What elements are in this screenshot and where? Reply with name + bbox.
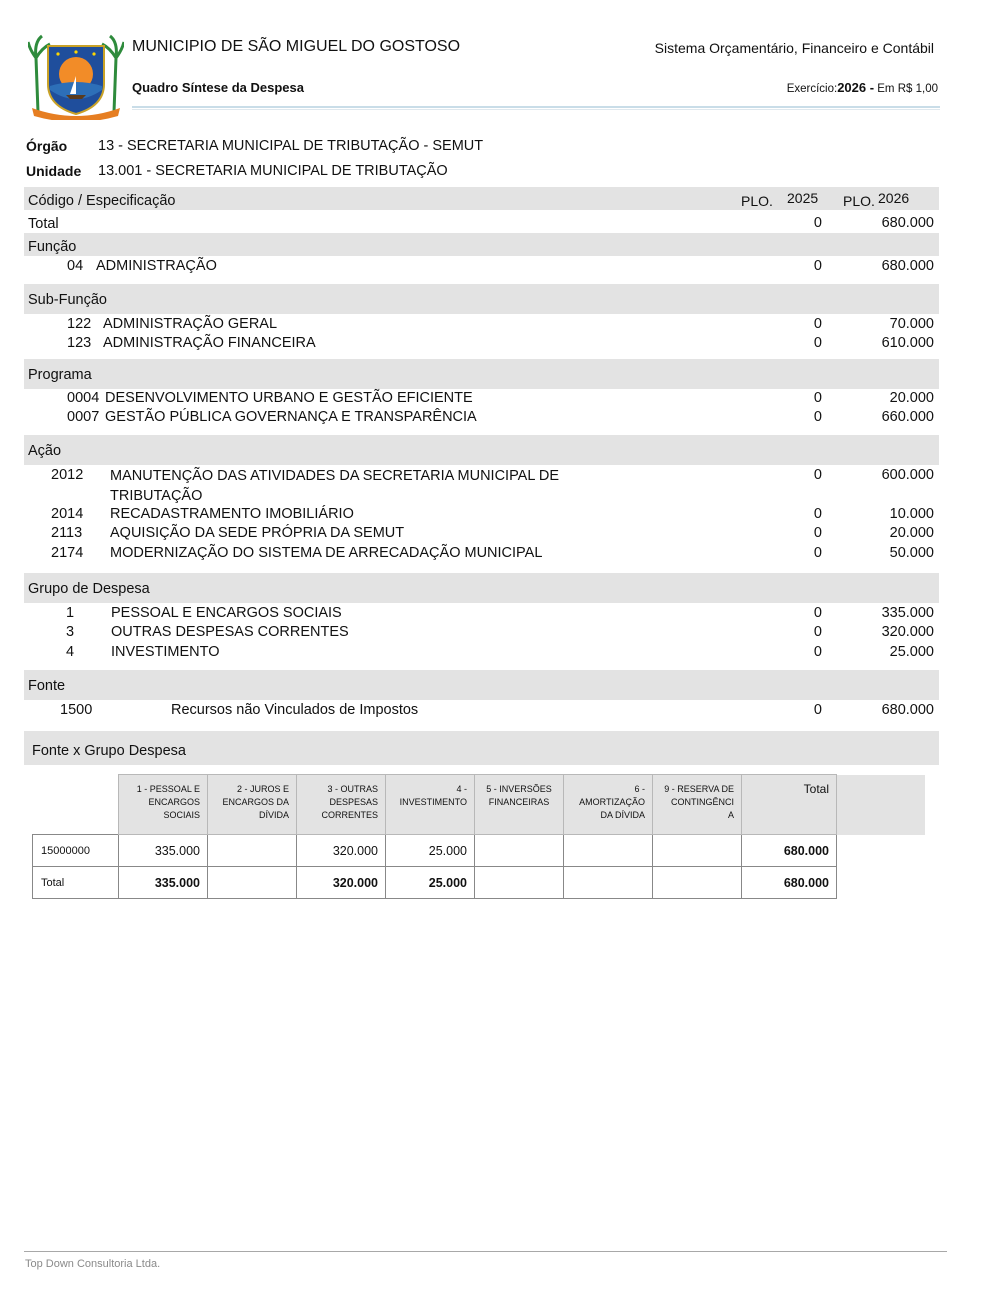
report-title: Quadro Síntese da Despesa bbox=[132, 80, 304, 95]
subfuncao-2025: 0 bbox=[813, 335, 822, 351]
acao-code: 2174 bbox=[51, 545, 84, 561]
total-2025: 0 bbox=[813, 215, 822, 231]
header-pessoal: 1 - PESSOAL E ENCARGOS SOCIAIS bbox=[119, 775, 208, 835]
subfuncao-code: 122 bbox=[67, 316, 92, 332]
funcao-2026: 680.000 bbox=[881, 258, 934, 274]
unidade-label: Unidade bbox=[26, 163, 82, 179]
currency-note: Em R$ 1,00 bbox=[877, 83, 938, 95]
subfuncao-name: ADMINISTRAÇÃO GERAL bbox=[103, 316, 278, 332]
funcao-band bbox=[24, 233, 939, 256]
table-row bbox=[33, 835, 925, 867]
cell bbox=[208, 835, 297, 867]
orgao-label: Órgão bbox=[26, 138, 68, 154]
programa-code: 0007 bbox=[67, 409, 100, 425]
col-year-2026: 2026 bbox=[878, 190, 910, 206]
acao-title: Ação bbox=[28, 443, 62, 459]
subfuncao-2026: 70.000 bbox=[889, 316, 934, 332]
cell: 25.000 bbox=[386, 835, 475, 867]
grupo-band bbox=[24, 573, 939, 603]
acao-2025: 0 bbox=[813, 525, 822, 541]
blank-cell bbox=[837, 835, 925, 867]
programa-2026: 20.000 bbox=[889, 390, 934, 406]
cell bbox=[475, 867, 564, 899]
acao-code: 2014 bbox=[51, 506, 84, 522]
grupo-2025: 0 bbox=[813, 624, 822, 640]
fonte-name: Recursos não Vinculados de Impostos bbox=[171, 702, 419, 718]
programa-2025: 0 bbox=[813, 390, 822, 406]
programa-name: GESTÃO PÚBLICA GOVERNANÇA E TRANSPARÊNCIA bbox=[105, 409, 477, 425]
cell bbox=[564, 835, 653, 867]
subfuncao-2025: 0 bbox=[813, 316, 822, 332]
grupo-2026: 320.000 bbox=[881, 624, 934, 640]
acao-name: AQUISIÇÃO DA SEDE PRÓPRIA DA SEMUT bbox=[110, 525, 405, 541]
acao-name: MODERNIZAÇÃO DO SISTEMA DE ARRECADAÇÃO MUNICIPAL bbox=[110, 545, 543, 561]
table-total-row bbox=[33, 867, 925, 899]
acao-band bbox=[24, 435, 939, 465]
grupo-code: 4 bbox=[66, 644, 75, 660]
col-spec-header: Código / Especificação bbox=[28, 193, 176, 209]
cell: 320.000 bbox=[297, 867, 386, 899]
cell bbox=[208, 867, 297, 899]
table-header-row bbox=[33, 775, 925, 835]
header-extension bbox=[837, 775, 925, 835]
municipality-name: MUNICIPIO DE SÃO MIGUEL DO GOSTOSO bbox=[132, 38, 461, 55]
programa-band bbox=[24, 359, 939, 389]
header-amortizacao: 6 - AMORTIZAÇÃO DA DÍVIDA bbox=[564, 775, 653, 835]
acao-name: MANUTENÇÃO DAS ATIVIDADES DA SECRETARIA MUNICIPAL DE bbox=[110, 468, 560, 484]
col-year-2025: 2025 bbox=[787, 190, 819, 206]
funcao-name: ADMINISTRAÇÃO bbox=[96, 258, 217, 274]
municipal-coat-of-arms-icon bbox=[28, 28, 124, 120]
programa-2025: 0 bbox=[813, 409, 822, 425]
funcao-2025: 0 bbox=[813, 258, 822, 274]
fonte-grupo-title: Fonte x Grupo Despesa bbox=[32, 743, 186, 759]
cell bbox=[653, 835, 742, 867]
row-label: Total bbox=[33, 867, 119, 899]
header-investimento: 4 - INVESTIMENTO bbox=[386, 775, 475, 835]
grupo-code: 3 bbox=[66, 624, 75, 640]
fonte-band bbox=[24, 670, 939, 700]
row-total-cell: 680.000 bbox=[742, 835, 837, 867]
header-outras: 3 - OUTRAS DESPESAS CORRENTES bbox=[297, 775, 386, 835]
header-total: Total bbox=[742, 775, 837, 835]
grand-total-cell: 680.000 bbox=[742, 867, 837, 899]
acao-2026: 20.000 bbox=[889, 525, 934, 541]
grupo-name: OUTRAS DESPESAS CORRENTES bbox=[111, 624, 349, 640]
fonte-grupo-table bbox=[32, 774, 925, 899]
subfuncao-name: ADMINISTRAÇÃO FINANCEIRA bbox=[103, 335, 316, 351]
header-inversoes: 5 - INVERSÕES FINANCEIRAS bbox=[475, 775, 564, 835]
funcao-title: Função bbox=[28, 239, 77, 255]
acao-2026: 600.000 bbox=[881, 467, 934, 483]
grupo-2026: 335.000 bbox=[881, 605, 934, 621]
cell bbox=[653, 867, 742, 899]
unidade-value: 13.001 - SECRETARIA MUNICIPAL DE TRIBUTAÇÃO bbox=[98, 163, 448, 179]
programa-code: 0004 bbox=[67, 390, 100, 406]
subfuncao-title: Sub-Função bbox=[28, 292, 107, 308]
total-2026: 680.000 bbox=[881, 215, 934, 231]
cell: 335.000 bbox=[119, 835, 208, 867]
cell bbox=[475, 835, 564, 867]
subfuncao-2026: 610.000 bbox=[881, 335, 934, 351]
cell: 25.000 bbox=[386, 867, 475, 899]
cell bbox=[564, 867, 653, 899]
header-divider bbox=[132, 106, 940, 110]
fiscal-year bbox=[787, 80, 938, 95]
funcao-code: 04 bbox=[67, 258, 84, 274]
system-name: Sistema Orçamentário, Financeiro e Contábil bbox=[654, 40, 934, 56]
subfuncao-code: 123 bbox=[67, 335, 92, 351]
grupo-2025: 0 bbox=[813, 605, 822, 621]
cell: 335.000 bbox=[119, 867, 208, 899]
grupo-name: INVESTIMENTO bbox=[111, 644, 220, 660]
acao-2025: 0 bbox=[813, 545, 822, 561]
header-juros: 2 - JUROS E ENCARGOS DA DÍVIDA bbox=[208, 775, 297, 835]
blank-cell bbox=[837, 867, 925, 899]
col-plo-2025: PLO. bbox=[741, 193, 773, 209]
fonte-title: Fonte bbox=[28, 678, 66, 694]
footer-company: Top Down Consultoria Ltda. bbox=[25, 1258, 161, 1270]
orgao-value: 13 - SECRETARIA MUNICIPAL DE TRIBUTAÇÃO - SEMUT bbox=[98, 138, 484, 154]
fiscal-year-label: Exercício: bbox=[786, 83, 838, 95]
table-corner bbox=[33, 775, 119, 835]
programa-2026: 660.000 bbox=[881, 409, 934, 425]
acao-name-cont: TRIBUTAÇÃO bbox=[110, 488, 203, 504]
header-reserva: 9 - RESERVA DE CONTINGÊNCI A bbox=[653, 775, 742, 835]
acao-2026: 50.000 bbox=[889, 545, 934, 561]
row-label: 15000000 bbox=[33, 835, 119, 867]
cell: 320.000 bbox=[297, 835, 386, 867]
acao-name: RECADASTRAMENTO IMOBILIÁRIO bbox=[110, 506, 354, 522]
grupo-2026: 25.000 bbox=[889, 644, 934, 660]
grupo-title: Grupo de Despesa bbox=[28, 581, 150, 597]
fonte-code: 1500 bbox=[60, 702, 93, 718]
grupo-2025: 0 bbox=[813, 644, 822, 660]
programa-title: Programa bbox=[28, 367, 92, 383]
acao-2026: 10.000 bbox=[889, 506, 934, 522]
subfuncao-band bbox=[24, 284, 939, 314]
acao-code: 2113 bbox=[51, 525, 83, 541]
fiscal-year-value: 2026 - bbox=[837, 80, 875, 95]
acao-2025: 0 bbox=[813, 467, 822, 483]
total-label: Total bbox=[28, 216, 59, 232]
footer-divider bbox=[24, 1251, 947, 1252]
acao-code: 2012 bbox=[51, 467, 84, 483]
grupo-code: 1 bbox=[66, 605, 75, 621]
grupo-name: PESSOAL E ENCARGOS SOCIAIS bbox=[111, 605, 342, 621]
fonte-2026: 680.000 bbox=[881, 702, 934, 718]
acao-2025: 0 bbox=[813, 506, 822, 522]
programa-name: DESENVOLVIMENTO URBANO E GESTÃO EFICIENTE bbox=[105, 390, 473, 406]
col-plo-2026: PLO. bbox=[843, 193, 875, 209]
fonte-2025: 0 bbox=[813, 702, 822, 718]
